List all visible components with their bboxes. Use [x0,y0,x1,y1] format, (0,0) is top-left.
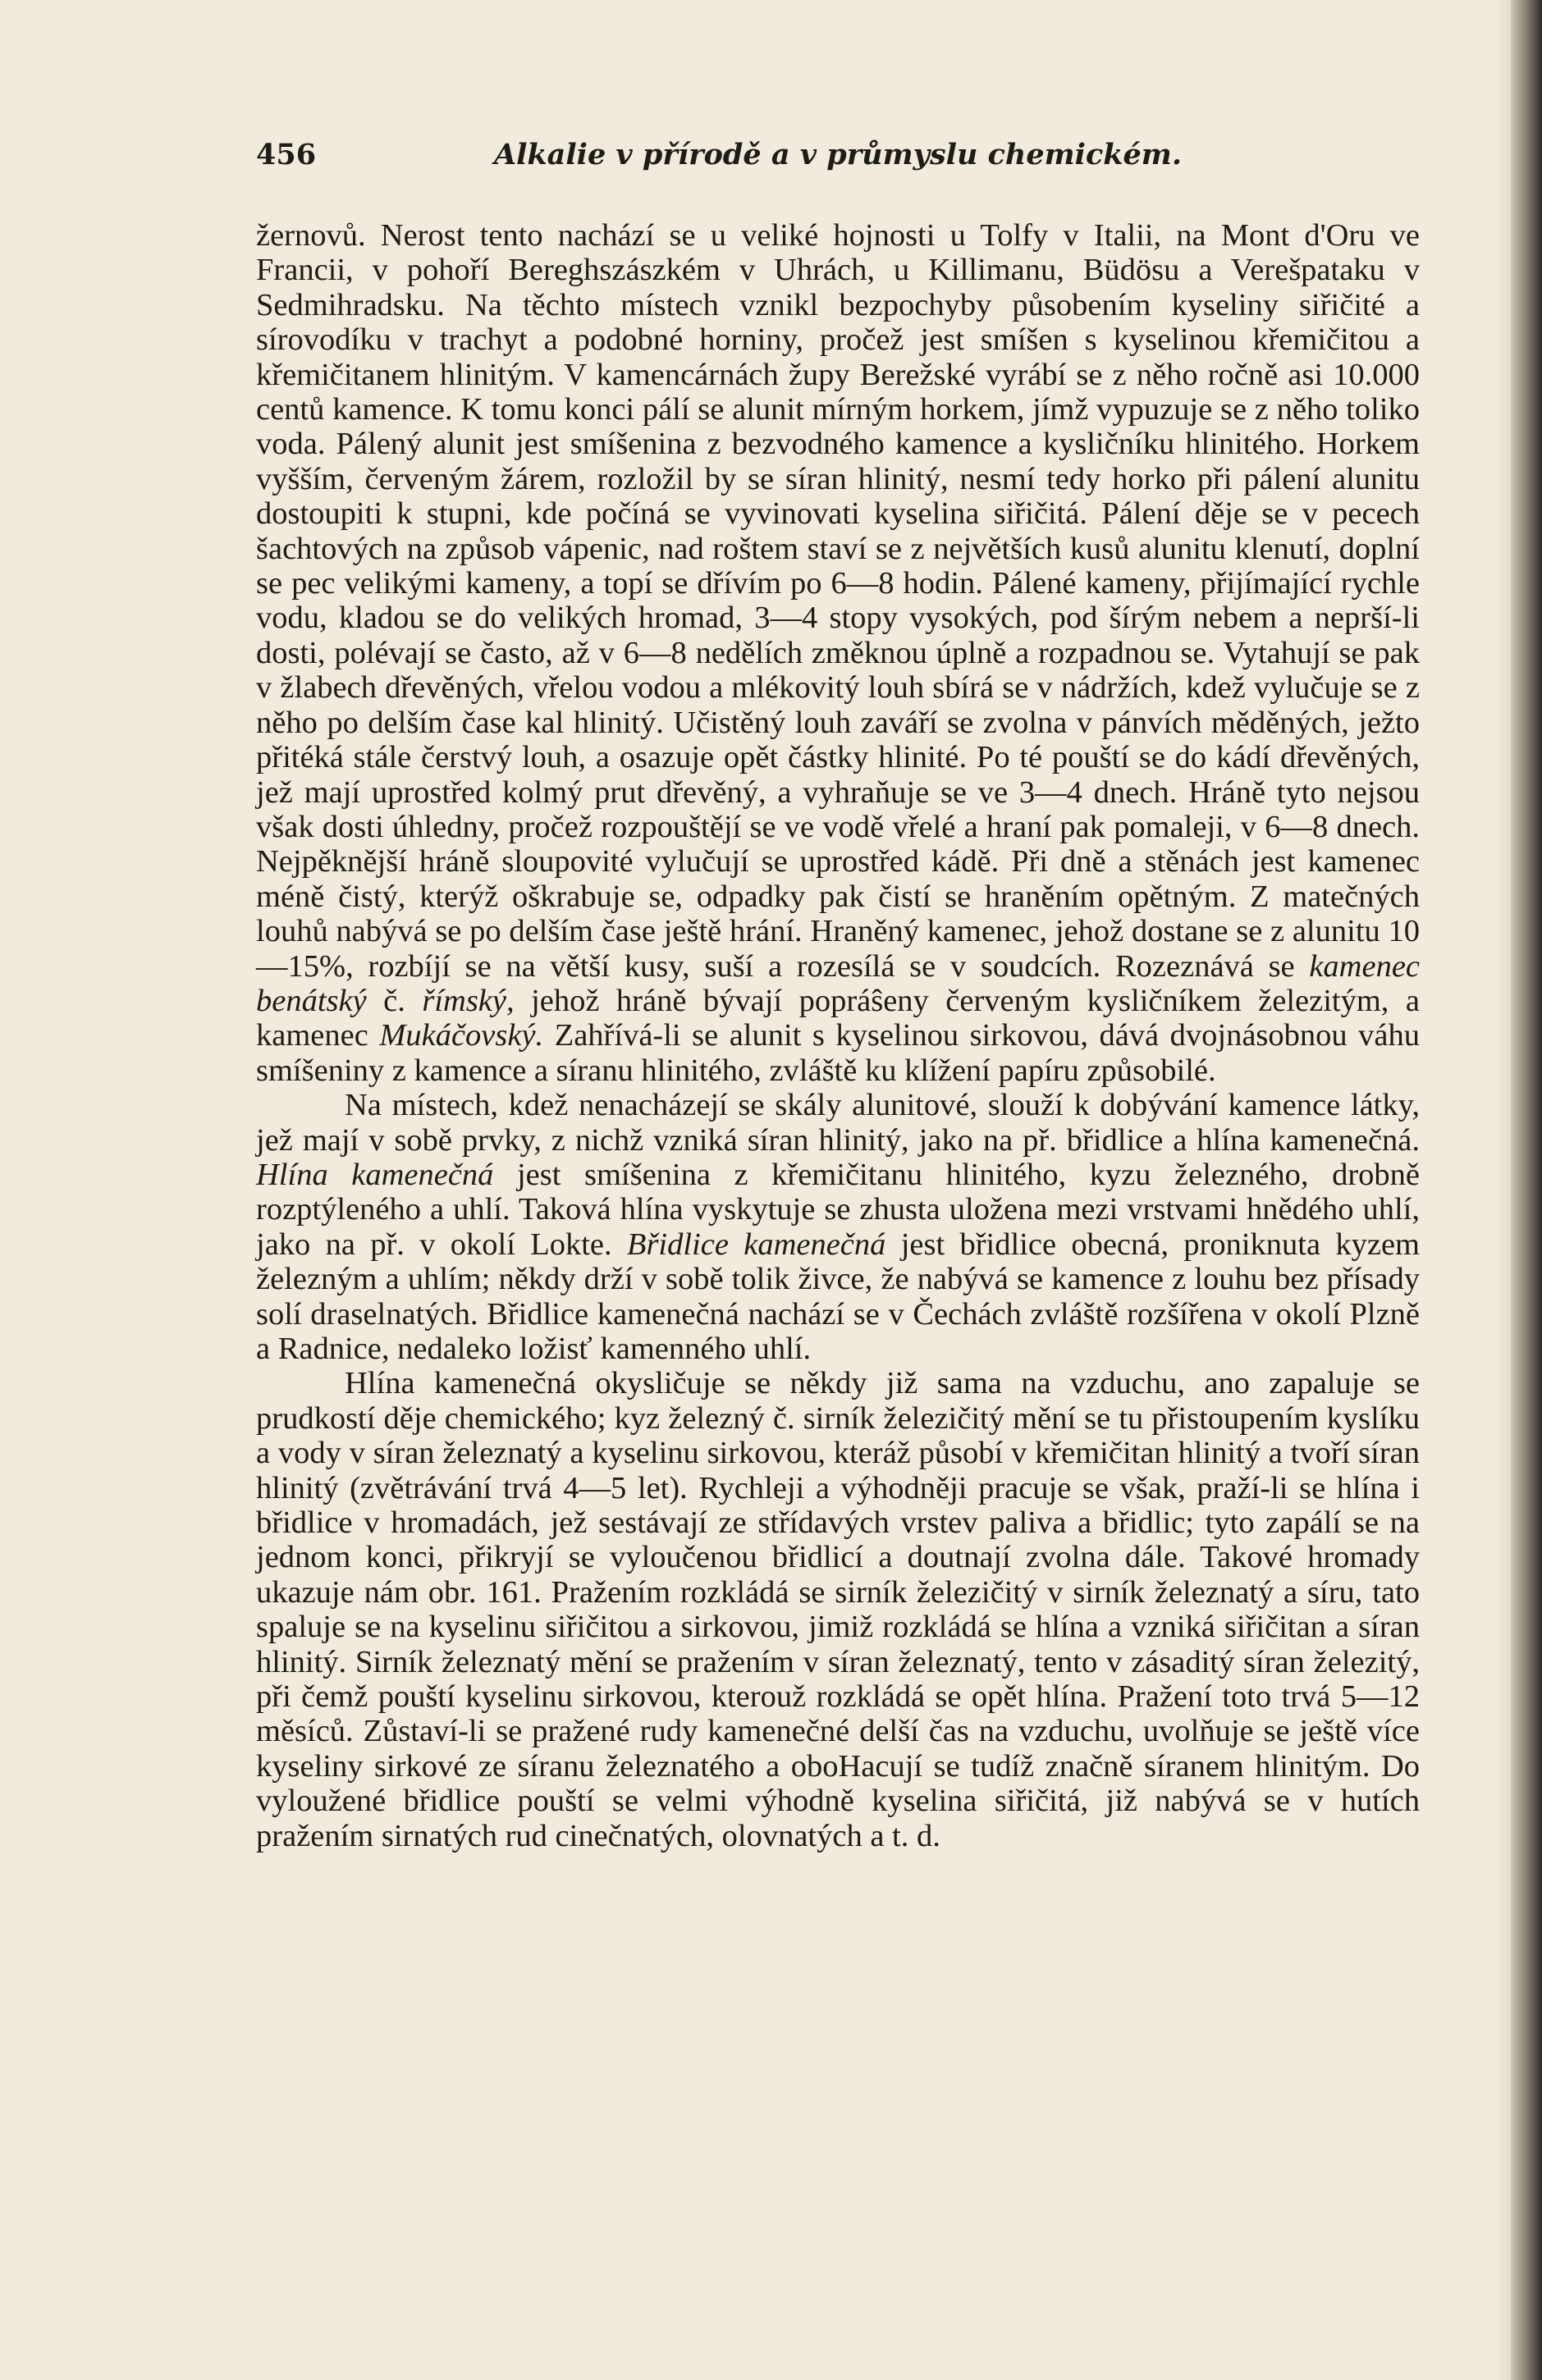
page-number: 456 [256,138,317,171]
text-run: Zahřívá-li se alunit s kyselinou sirkovou, dává dvojnásobnou váhu smíšeniny z kamence a síranu hlinitého, zvláště ku klížení papíru způsobilé. [256,1018,1420,1088]
book-binding-edge [1511,0,1542,2380]
italic-term: římský, [422,983,515,1018]
page-header [256,138,1420,177]
paragraph [256,218,1420,1088]
italic-term: kamenec benátský [256,948,1420,1018]
text-run: jest břidlice obecná, proniknuta kyzem železným a uhlím; někdy drží v sobě tolik živce, že nabývá se kamence z louhu bez přísady solí draselnatých. Břidlice kamenečná nachází se v Čechách zvláště rozšířena v okolí Plzně a Radnice, nedaleko ložisť kamenného uhlí. [256,1227,1420,1366]
text-run: č. [366,983,423,1018]
paragraph [256,1366,1420,1853]
text-run: jehož hráně bývají popráŝeny červeným kysličníkem železitým, a kamenec [256,983,1420,1053]
page-shadow [1496,0,1511,2380]
italic-term: Břidlice kamenečná [626,1227,886,1262]
paragraph [256,1088,1420,1366]
italic-term: Hlína kamenečná [256,1157,494,1192]
text-run: Na místech, kdež nenacházejí se skály alunitové, slouží k dobývání kamence látky, jež mají v sobě prvky, z nichž vzniká síran hlinitý, jako na př. břidlice a hlína kamenečná. [256,1088,1420,1158]
italic-term: Mukáčovský. [379,1018,544,1053]
text-run: žernovů. Nerost tento nachází se u veliké hojnosti u Tolfy v Italii, na Mont d'Oru ve Francii, v pohoří Bereghszászkém v Uhrách, u Killimanu, Büdösu a Verešpataku v Sedmihradsku. Na těchto místech vznikl bezpochyby působením kyseliny siřičité a sírovodíku v trachyt a podobné horniny, pročež jest smíšen s kyselinou křemičitou a křemičitanem hlinitým. V kamencárnách župy Berežské vyrábí se z něho ročně asi 10.000 centů kamence. K tomu konci pálí se alunit mírným horkem, jímž vypuzuje se z něho toliko voda. Pálený alunit jest smíšenina z bezvodného kamence a kysličníku hlinitého. Horkem vyšším, červeným žárem, rozložil by se síran hlinitý, nesmí tedy horko při pálení alunitu dostoupiti k stupni, kde počíná se vyvinovati kyselina siřičitá. Pálení děje se v pecech šachtových na způsob vápenic, nad roštem staví se z největších kusů alunitu klenutí, doplní se pec velikými kameny, a topí se dřívím po 6—8 hodin. Pálené kameny, přijímající rychle vodu, kladou se do velikých hromad, 3—4 stopy vysokých, pod šírým nebem a neprší-li dosti, polévají se často, až v 6—8 nedělích změknou úplně a rozpadnou se. Vytahují se pak v žlabech dřevěných, vřelou vodou a mlékovitý louh sbírá se v nádržích, kdež vylučuje se z něho po delším čase kal hlinitý. Učistěný louh zaváří se zvolna v pánvích měděných, ježto přitéká stále čerstvý louh, a osazuje opět částky hlinité. Po té pouští se do kádí dřevěných, jež mají uprostřed kolmý prut dřevěný, a vyhraňuje se ve 3—4 dnech. Hráně tyto nejsou však dosti úhledny, pročež rozpouštějí se ve vodě vřelé a hraní pak pomaleji, v 6—8 dnech. Nejpěknější hráně sloupovité vylučují se uprostřed kádě. Při dně a stěnách jest kamenec méně čistý, kterýž oškrabuje se, odpadky pak čistí se hraněním opětným. Z matečných louhů nabývá se po delším čase ještě hrání. Hraněný kamenec, jehož dostane se z alunitu 10—15%, rozbíjí se na větší kusy, suší a rozesílá se v soudcích. Rozeznává se [256,218,1420,984]
running-title: Alkalie v přírodě a v průmyslu chemickém. [493,138,1183,171]
body-text [256,218,1420,1853]
text-run: Hlína kamenečná okysličuje se někdy již sama na vzduchu, ano zapaluje se prudkostí děje chemického; kyz železný č. sirník železičitý mění se tu přistoupením kyslíku a vody v síran železnatý a kyselinu sirkovou, kteráž působí v křemičitan hlinitý a tvoří síran hlinitý (zvětrávání trvá 4—5 let). Rychleji a výhodněji pracuje se však, praží-li se hlína i břidlice v hromadách, jež sestávají ze střídavých vrstev paliva a břidlic; tyto zapálí se na jednom konci, přikryjí se vyloučenou břidlicí a doutnají zvolna dále. Takové hromady ukazuje nám obr. 161. Pražením rozkládá se sirník železičitý v sirník železnatý a síru, tato spaluje se na kyselinu siřičitou a sirkovou, jimiž rozkládá se hlína a vzniká siřičitan a síran hlinitý. Sirník železnatý mění se pražením v síran železnatý, tento v zásaditý síran železitý, při čemž pouští kyselinu sirkovou, kterouž rozkládá se opět hlína. Pražení toto trvá 5—12 měsíců. Zůstaví-li se pražené rudy kamenečné delší čas na vzduchu, uvolňuje se ještě více kyseliny sirkové ze síranu železnatého a oboHacují se tudíž značně síranem hlinitým. Do vyloužené břidlice pouští se velmi výhodně kyselina siřičitá, již nabývá se v hutích pražením sirnatých rud cinečnatých, olovnatých a t. d. [256,1366,1420,1853]
text-run: jest smíšenina z křemičitanu hlinitého, kyzu železného, drobně rozptýleného a uhlí. Taková hlína vyskytuje se zhusta uložena mezi vrstvami hnědého uhlí, jako na př. v okolí Lokte. [256,1157,1420,1262]
